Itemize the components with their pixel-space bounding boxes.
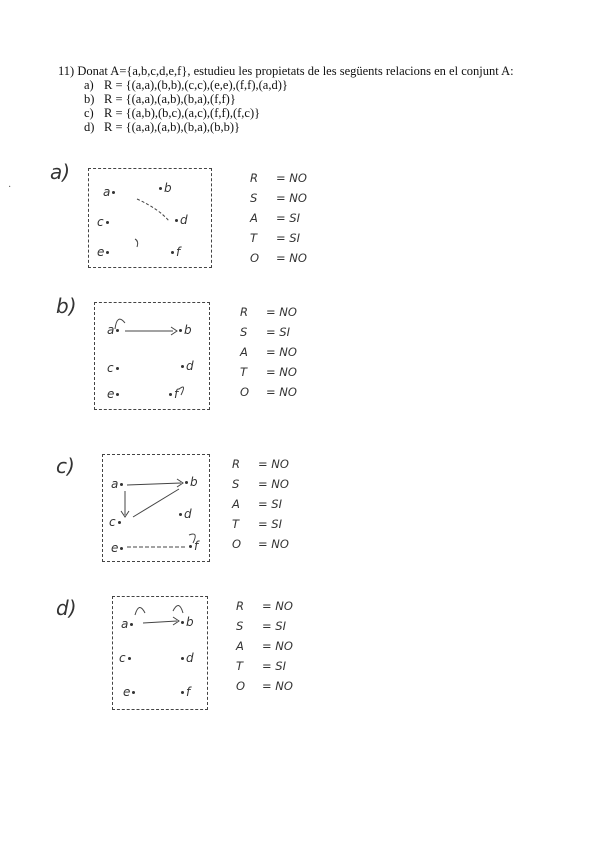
answer-c-label: c) bbox=[56, 454, 75, 478]
prop-transitive: T = SI bbox=[232, 517, 282, 531]
answer-d-diagram bbox=[112, 596, 208, 710]
prop-transitive: T = SI bbox=[250, 231, 300, 245]
node-e: e bbox=[107, 387, 121, 401]
prop-symmetric: S = NO bbox=[232, 477, 289, 491]
prop-reflexive: R = NO bbox=[240, 305, 297, 319]
node-d: d bbox=[173, 213, 188, 227]
prop-order: O = NO bbox=[232, 537, 289, 551]
node-c: c bbox=[119, 651, 133, 665]
node-d: d bbox=[179, 651, 194, 665]
relation-option-b: b) R = {(a,a),(a,b),(b,a),(f,f)} bbox=[84, 92, 236, 106]
answer-b-label: b) bbox=[56, 294, 77, 318]
answer-c-diagram bbox=[102, 454, 210, 562]
prop-order: O = NO bbox=[250, 251, 307, 265]
prop-transitive: T = NO bbox=[240, 365, 297, 379]
relation-option-d: d) R = {(a,a),(a,b),(b,a),(b,b)} bbox=[84, 120, 241, 134]
node-c: c bbox=[107, 361, 121, 375]
answer-a-properties bbox=[250, 168, 307, 268]
answer-a-label: a) bbox=[50, 160, 71, 184]
node-f: f bbox=[179, 685, 190, 699]
node-b: b bbox=[183, 475, 198, 489]
node-a: a bbox=[103, 185, 117, 199]
node-b: b bbox=[177, 323, 192, 337]
answer-b-diagram bbox=[94, 302, 210, 410]
problem-statement-block bbox=[58, 64, 578, 134]
node-a: a bbox=[121, 617, 135, 631]
prop-order: O = NO bbox=[236, 679, 293, 693]
answer-d-label: d) bbox=[56, 596, 77, 620]
node-a: a bbox=[107, 323, 121, 337]
node-f: f bbox=[169, 245, 180, 259]
node-e: e bbox=[111, 541, 125, 555]
prop-order: O = NO bbox=[240, 385, 297, 399]
relation-option-c: c) R = {(a,b),(b,c),(a,c),(f,f),(f,c)} bbox=[84, 106, 261, 120]
node-d: d bbox=[179, 359, 194, 373]
answer-a-diagram bbox=[88, 168, 212, 268]
prop-antisymmetric: A = NO bbox=[240, 345, 297, 359]
stray-mark: · bbox=[8, 182, 12, 193]
prop-symmetric: S = SI bbox=[240, 325, 290, 339]
node-a: a bbox=[111, 477, 125, 491]
node-f: f bbox=[187, 539, 198, 553]
answer-b-properties bbox=[240, 302, 297, 402]
node-e: e bbox=[123, 685, 137, 699]
node-c: c bbox=[109, 515, 123, 529]
answer-d-properties bbox=[236, 596, 293, 696]
problem-statement: 11) Donat A={a,b,c,d,e,f}, estudieu les propietats de les següents relacions en el conjunt A: bbox=[58, 64, 514, 78]
node-c: c bbox=[97, 215, 111, 229]
prop-symmetric: S = SI bbox=[236, 619, 286, 633]
relation-list bbox=[84, 78, 578, 134]
prop-symmetric: S = NO bbox=[250, 191, 307, 205]
prop-antisymmetric: A = NO bbox=[236, 639, 293, 653]
prop-antisymmetric: A = SI bbox=[250, 211, 300, 225]
prop-reflexive: R = NO bbox=[250, 171, 307, 185]
node-d: d bbox=[177, 507, 192, 521]
node-e: e bbox=[97, 245, 111, 259]
prop-reflexive: R = NO bbox=[232, 457, 289, 471]
node-b: b bbox=[157, 181, 172, 195]
prop-antisymmetric: A = SI bbox=[232, 497, 282, 511]
node-b: b bbox=[179, 615, 194, 629]
relation-option-a: a) R = {(a,a),(b,b),(c,c),(e,e),(f,f),(a,d)} bbox=[84, 78, 288, 92]
answer-c-properties bbox=[232, 454, 289, 554]
prop-reflexive: R = NO bbox=[236, 599, 293, 613]
prop-transitive: T = SI bbox=[236, 659, 286, 673]
node-f: f bbox=[167, 387, 178, 401]
